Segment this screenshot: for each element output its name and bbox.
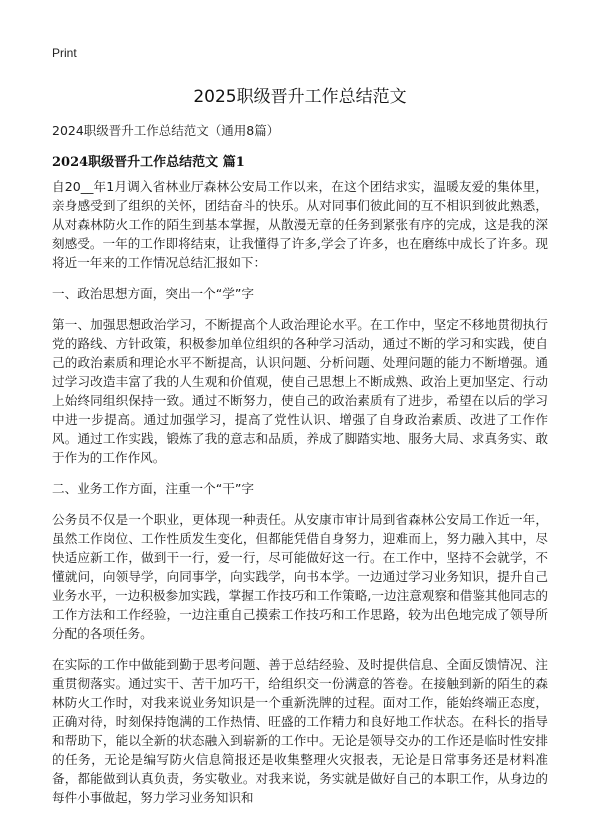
section-heading: 2024职级晋升工作总结范文 篇1 — [52, 155, 245, 170]
paragraph-politics: 第一、加强思想政治学习，不断提高个人政治理论水平。在工作中，坚定不移地贯彻执行党的路线、方针政策，积极参加单位组织的各种学习活动，通过不断的学习和实践，使自己的政治素质和理论水平不断提高，认识问题、分析问题、处理问题的能力不断增强。通过学习改造丰富了我的人生观和价值观，使自己思想上不断成熟、政治上更加坚定、行动上始终同组织保持一致。通过不断努力，使自己的政治素质有了进步，希望在以后的学习中进一步提高。通过加强学习，提高了党性认识、增强了自身政治素质、改进了工作作风。通过工作实践，锻炼了我的意志和品质，养成了脚踏实地、服务大局、求真务实、敢于作为的工作作风。 — [52, 317, 548, 465]
paragraph-intro: 自20__年1月调入省林业厅森林公安局工作以来，在这个团结求实，温暖友爱的集体里，亲身感受到了组织的关怀，团结奋斗的快乐。从对同事们彼此间的互不相识到彼此熟悉，从对森林防火工作的陌生到基本掌握，从散漫无章的任务到紧张有序的完成，这是我的深刻感受。一年的工作即将结束，让我懂得了许多,学会了许多，也在磨练中成长了许多。现将近一年来的工作情况总结汇报如下： — [52, 179, 548, 270]
paragraph-heading-work: 二、业务工作方面，注重一个“干”字 — [52, 481, 254, 496]
paragraph-heading-politics: 一、政治思想方面，突出一个“学”字 — [52, 286, 254, 301]
article-body — [52, 177, 548, 819]
print-link[interactable]: Print — [52, 46, 77, 60]
paragraph-work-2: 在实际的工作中做能到勤于思考问题、善于总结经验、及时提供信息、全面反馈情况、注重贯彻落实。通过实干、苦干加巧干，给组织交一份满意的答卷。在接触到新的陌生的森林防火工作时，对我来说业务知识是一个重新洗牌的过程。面对工作，能始终端正态度，正确对待，时刻保持饱满的工作热情、旺盛的工作精力和良好地工作状态。在科长的指导和帮助下，能以全新的状态融入到崭新的工作中。无论是领导交办的工作还是临时性安排的任务，无论是编写防火信息简报还是收集整理火灾报表，无论是日常事务还是材料准备，都能做到认真负责，务实敬业。对我来说，务实就是做好自己的本职工作，从身边的每件小事做起，努力学习业务知识和 — [52, 657, 548, 805]
paragraph-work-1: 公务员不仅是一个职业，更体现一种责任。从安康市审计局到省森林公安局工作近一年，虽然工作岗位、工作性质发生变化，但都能凭借自身努力，迎难而上，努力融入其中，尽快适应新工作，做到干一行，爱一行，尽可能做好这一行。在工作中，坚持不会就学，不懂就问，向领导学，向同事学，向实践学，向书本学。一边通过学习业务知识，提升自己业务水平，一边积极参加实践，掌握工作技巧和工作策略,一边注意观察和借鉴其他同志的工作方法和工作经验，一边注重自己摸索工作技巧和工作思路，较为出色地完成了领导所分配的各项任务。 — [52, 512, 548, 641]
document-subtitle: 2024职级晋升工作总结范文（通用8篇） — [52, 123, 280, 138]
page-title: 2025职级晋升工作总结范文 — [193, 87, 407, 107]
